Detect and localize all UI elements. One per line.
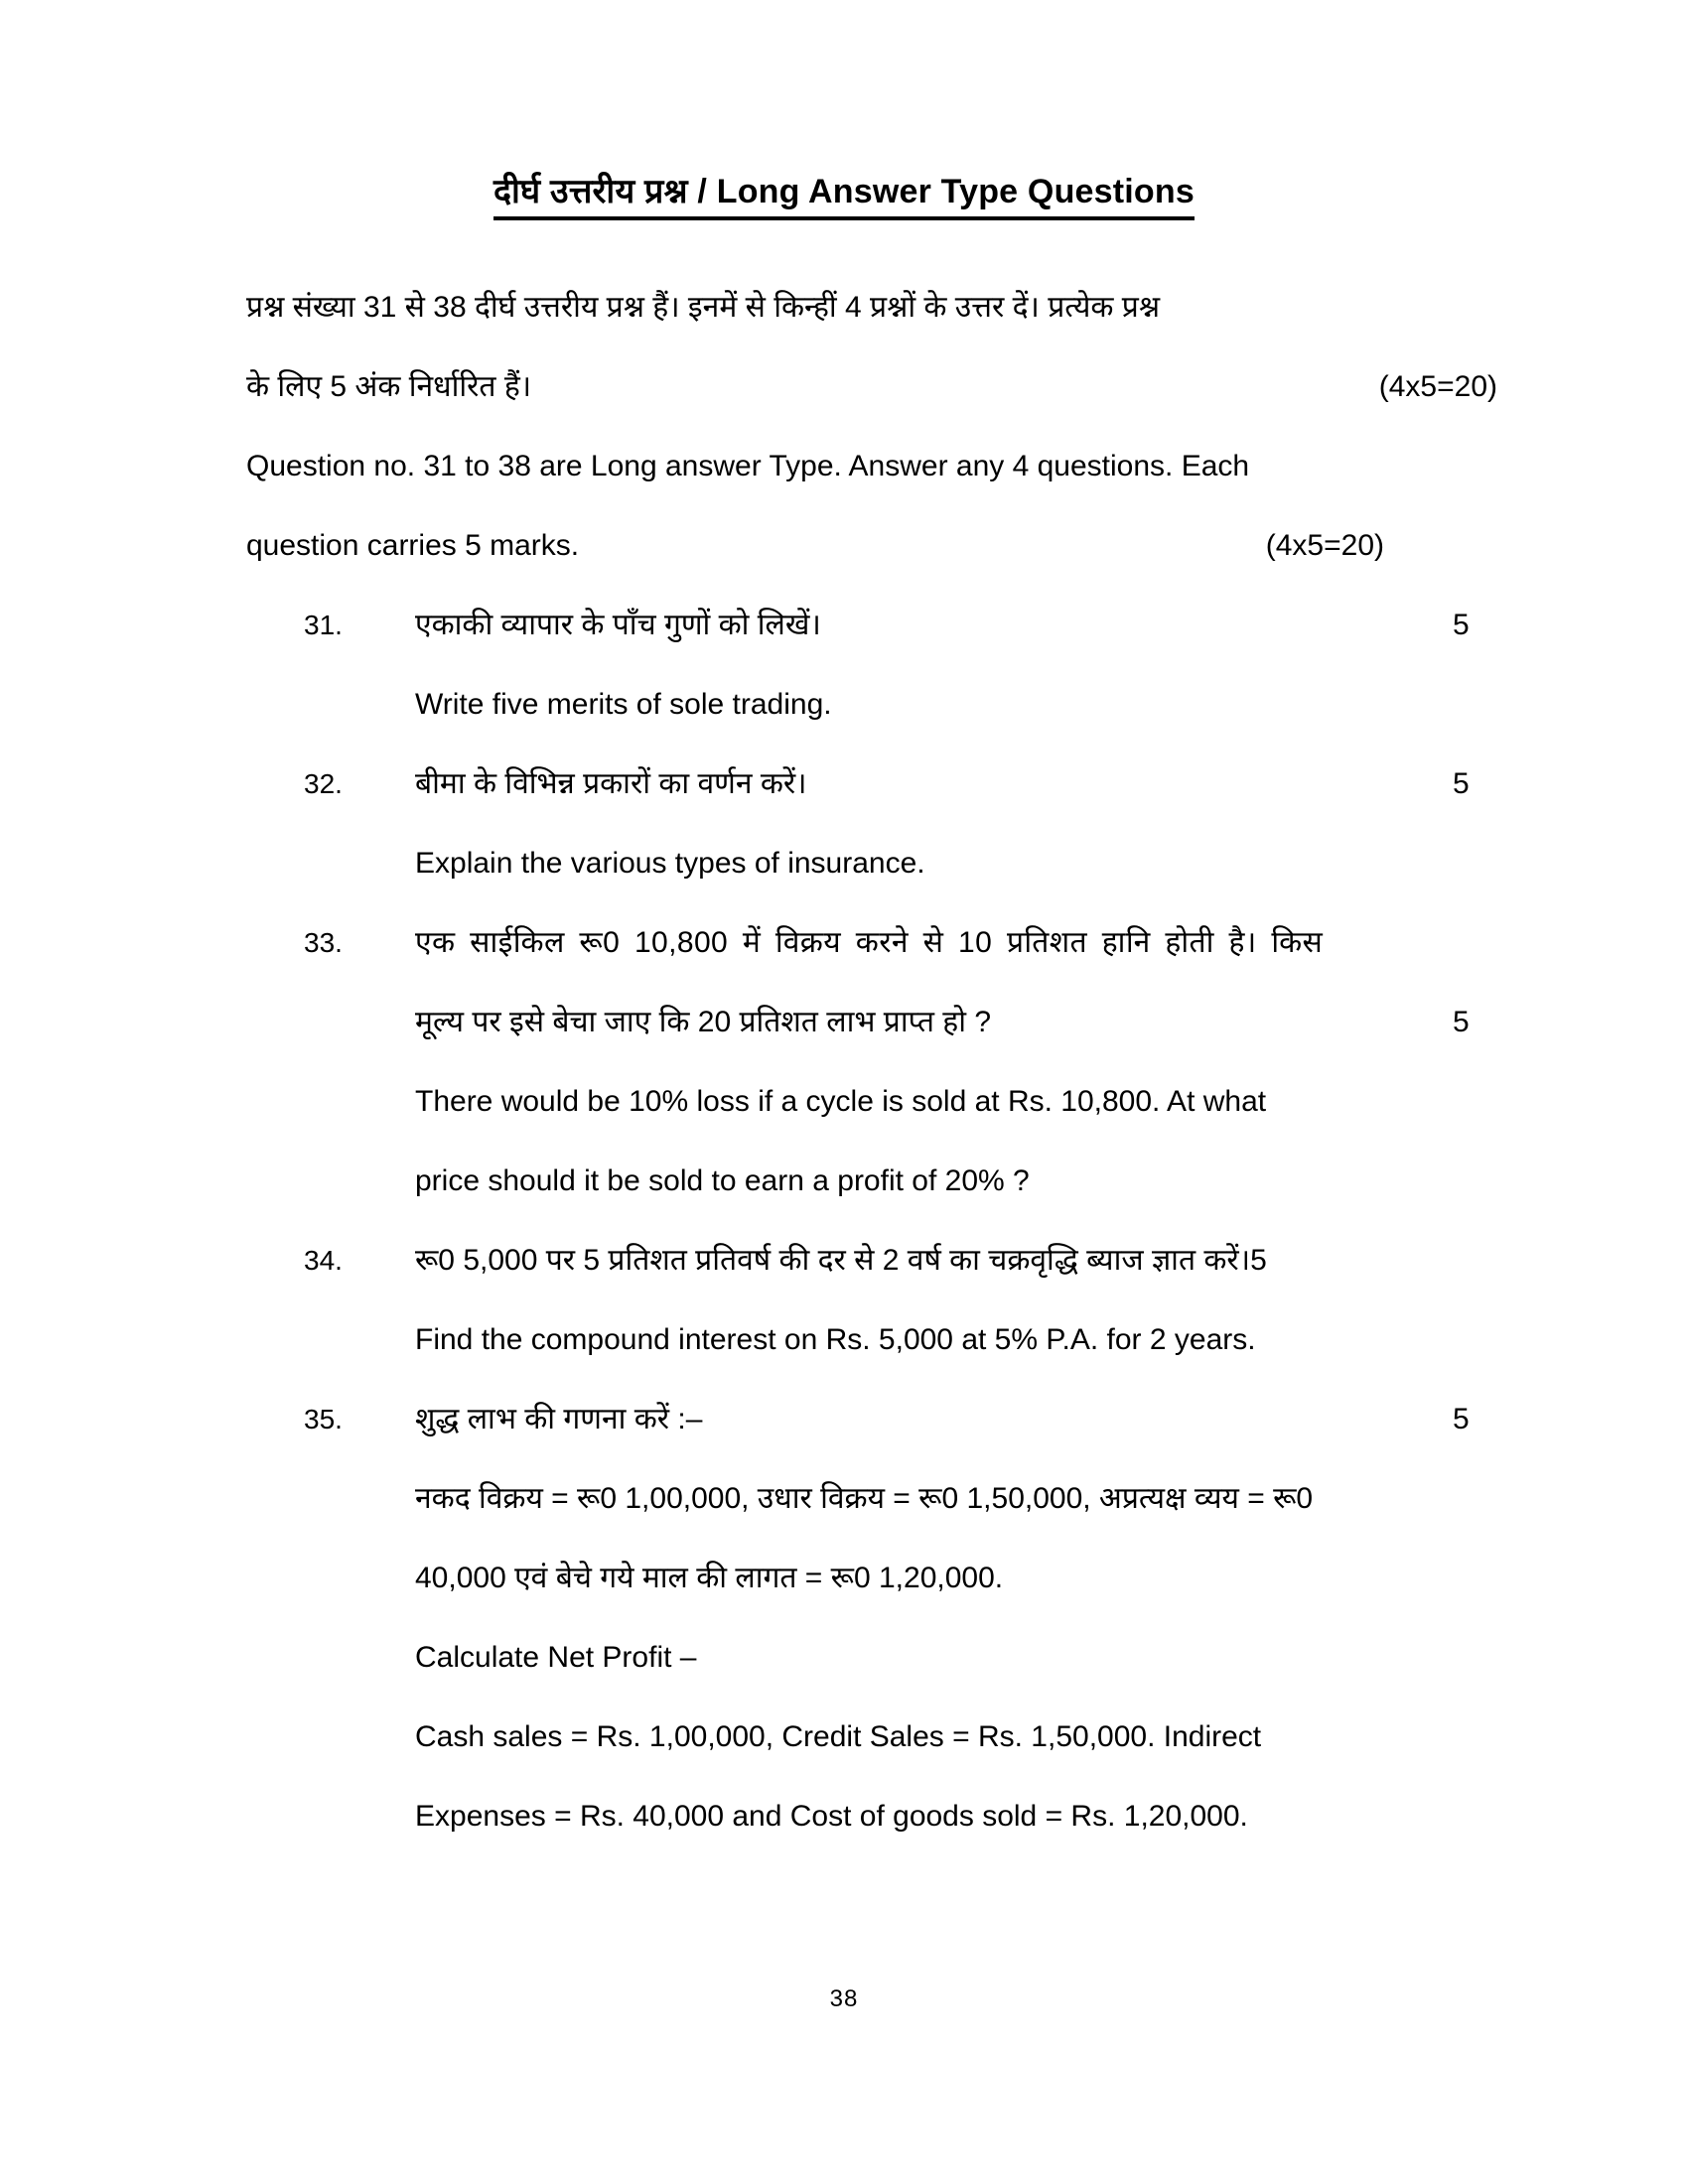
question-33-english-text-line-1: There would be 10% loss if a cycle is sold at Rs. 10,800. At what (415, 1085, 1267, 1118)
question-34-hindi-row (246, 1221, 1497, 1300)
question-35-english-row-2 (246, 1777, 1497, 1856)
question-35-hindi-row-2 (246, 1539, 1497, 1618)
question-33-english-text-line-2: price should it be sold to earn a profit of 20% ? (415, 1164, 1030, 1197)
instruction-english-line-1-text: Question no. 31 to 38 are Long answer Type. Answer any 4 questions. Each (246, 450, 1250, 482)
instruction-hindi-line-2-text: के लिए 5 अंक निर्धारित हैं। (246, 370, 532, 403)
instruction-english-line-1 (246, 427, 1497, 506)
question-33 (246, 903, 1497, 1221)
question-31-hindi-row (246, 586, 1497, 665)
question-32-hindi-row (246, 745, 1497, 824)
page-title-wrapper (0, 167, 1688, 220)
question-35-hindi-text-line-2: 40,000 एवं बेचे गये माल की लागत = रू0 1,20,000. (415, 1562, 1004, 1594)
question-35-english-text-line-2: Expenses = Rs. 40,000 and Cost of goods sold = Rs. 1,20,000. (415, 1800, 1248, 1833)
instruction-english-marks: (4x5=20) (1265, 529, 1384, 562)
question-32-english-row (246, 824, 1497, 903)
question-34-number: 34. (304, 1245, 343, 1276)
instruction-english-line-2 (246, 506, 1497, 586)
question-35-english-heading: Calculate Net Profit – (415, 1641, 697, 1674)
question-33-hindi-text-line-2: मूल्य पर इसे बेचा जाए कि 20 प्रतिशत लाभ प्राप्त हो ? (415, 1006, 992, 1038)
question-32-marks: 5 (1453, 767, 1470, 800)
question-34-hindi-text (415, 1221, 1497, 1300)
question-32 (246, 745, 1497, 903)
question-33-english-row-1 (246, 1062, 1497, 1142)
question-33-hindi-text-line-1: एक साईकिल रू0 10,800 में विक्रय करने से 10 प्रतिशत हानि होती है। किस (415, 926, 1324, 959)
instruction-hindi-marks: (4x5=20) (1378, 370, 1497, 403)
question-35-hindi-heading: शुद्ध लाभ की गणना करें :– (415, 1403, 703, 1435)
question-35 (246, 1380, 1497, 1856)
page-title: दीर्घ उत्तरीय प्रश्न / Long Answer Type Questions (493, 167, 1195, 220)
question-31-marks: 5 (1453, 609, 1470, 641)
question-35-marks: 5 (1453, 1403, 1470, 1435)
question-34-marks: 5 (1250, 1244, 1267, 1277)
question-35-english-text-line-1: Cash sales = Rs. 1,00,000, Credit Sales = Rs. 1,50,000. Indirect (415, 1720, 1262, 1753)
page-content (246, 268, 1497, 1856)
instruction-english-line-2-text: question carries 5 marks. (246, 529, 580, 562)
question-35-hindi-row-1 (246, 1459, 1497, 1539)
question-31-english-row (246, 665, 1497, 745)
instruction-hindi-line-1 (246, 268, 1497, 347)
question-32-english-text: Explain the various types of insurance. (415, 847, 925, 880)
instruction-hindi-line-2 (246, 347, 1497, 427)
question-33-marks: 5 (1453, 1006, 1470, 1038)
question-34 (246, 1221, 1497, 1380)
question-34-english-row (246, 1300, 1497, 1380)
question-35-number: 35. (304, 1404, 343, 1434)
question-35-hindi-text-line-1: नकद विक्रय = रू0 1,00,000, उधार विक्रय = रू0 1,50,000, अप्रत्यक्ष व्यय = रू0 (415, 1482, 1314, 1515)
question-35-english-heading-row (246, 1618, 1497, 1698)
page-number: 38 (829, 1985, 859, 2012)
question-33-hindi-row-1 (246, 903, 1497, 983)
question-31-hindi-text: एकाकी व्यापार के पाँच गुणों को लिखें। (415, 609, 821, 641)
question-32-number: 32. (304, 768, 343, 799)
question-32-hindi-text: बीमा के विभिन्न प्रकारों का वर्णन करें। (415, 767, 807, 800)
question-34-english-text: Find the compound interest on Rs. 5,000 at 5% P.A. for 2 years. (415, 1323, 1256, 1356)
question-31-number: 31. (304, 610, 343, 640)
instruction-hindi-line-1-text: प्रश्न संख्या 31 से 38 दीर्घ उत्तरीय प्रश्न हैं। इनमें से किन्हीं 4 प्रश्नों के उत्तर दें। प्रत्येक प्रश्न (246, 291, 1161, 324)
question-33-english-row-2 (246, 1142, 1497, 1221)
question-35-hindi-heading-row (246, 1380, 1497, 1459)
question-33-number: 33. (304, 927, 343, 958)
question-33-hindi-row-2 (246, 983, 1497, 1062)
question-34-hindi-body: रू0 5,000 पर 5 प्रतिशत प्रतिवर्ष की दर से 2 वर्ष का चक्रवृद्धि ब्याज ज्ञात करें। (415, 1244, 1251, 1277)
question-31 (246, 586, 1497, 745)
page-number-wrapper (0, 1985, 1688, 2013)
question-35-english-row-1 (246, 1698, 1497, 1777)
question-31-english-text: Write five merits of sole trading. (415, 688, 832, 721)
